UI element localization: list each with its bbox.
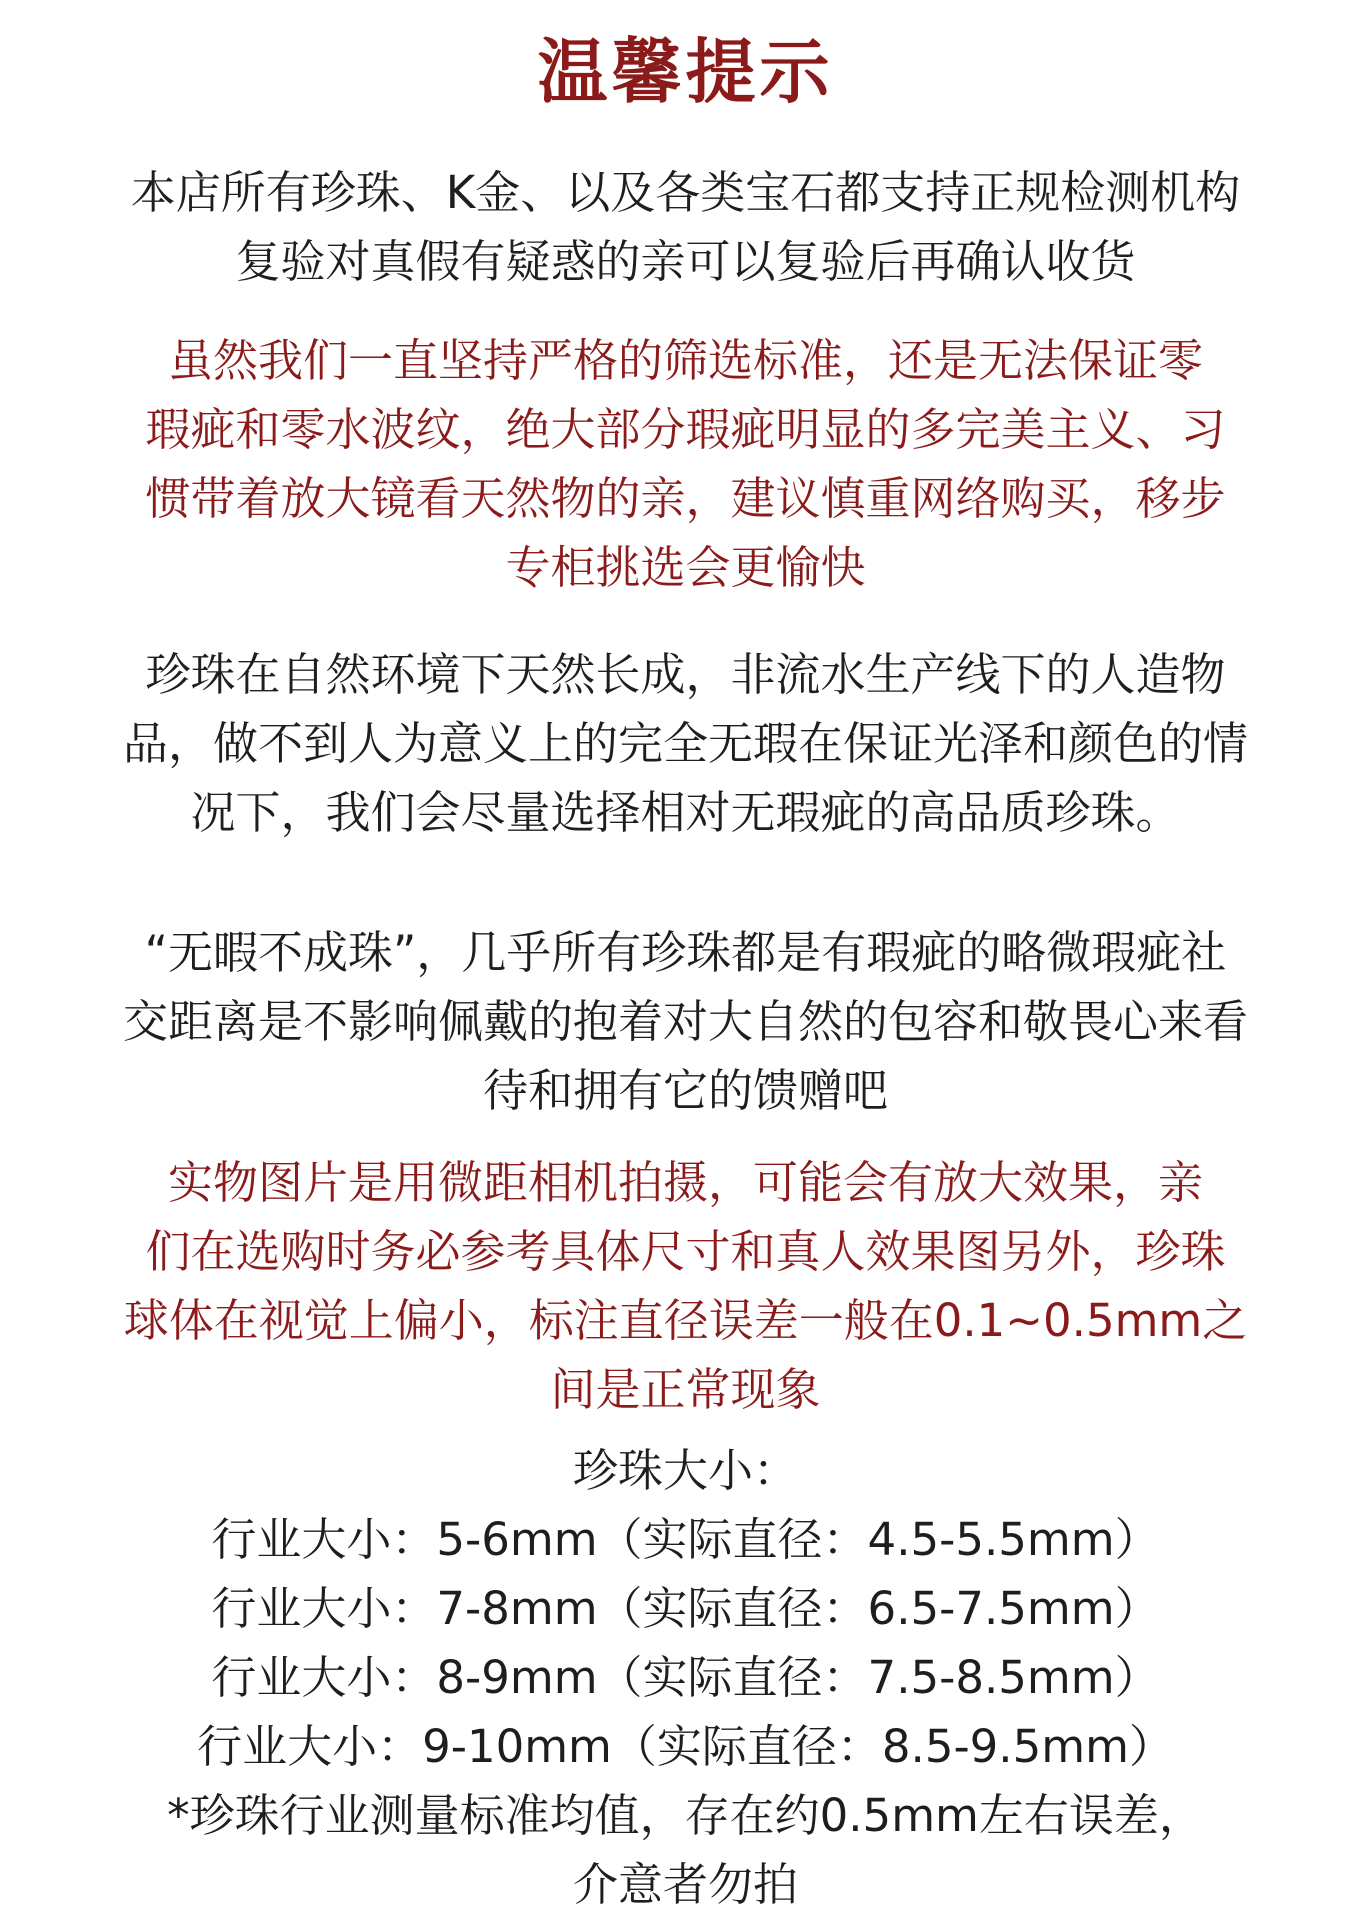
paragraph-line: 复验对真假有疑惑的亲可以复验后再确认收货	[235, 235, 1136, 288]
paragraph-line: 品，做不到人为意义上的完全无瑕在保证光泽和颜色的情	[122, 717, 1248, 770]
size-footnote: *珍珠行业测量标准均值，存在约0.5mm左右误差，	[167, 1789, 1204, 1842]
paragraph-line: 况下，我们会尽量选择相对无瑕疵的高品质珍珠。	[190, 786, 1181, 839]
paragraph-line: 间是正常现象	[550, 1363, 821, 1416]
paragraph-line: 实物图片是用微距相机拍摄，可能会有放大效果，亲	[167, 1156, 1203, 1209]
paragraph-line: 专柜挑选会更愉快	[505, 541, 866, 594]
paragraph-pearl-sizes	[40, 1436, 1331, 1919]
size-footnote: 介意者勿拍	[572, 1858, 798, 1911]
size-row: 行业大小：9-10mm（实际直径：8.5-9.5mm）	[197, 1720, 1174, 1773]
paragraph-line: 本店所有珍珠、K金、以及各类宝石都支持正规检测机构	[130, 166, 1241, 219]
paragraph-line: 球体在视觉上偏小，标注直径误差一般在0.1~0.5mm之	[123, 1294, 1248, 1347]
paragraph-line: 惯带着放大镜看天然物的亲，建议慎重网络购买，移步	[145, 472, 1226, 525]
paragraph-no-flawless	[40, 918, 1331, 1125]
paragraph-line: 们在选购时务必参考具体尺寸和真人效果图另外，珍珠	[145, 1225, 1226, 1278]
paragraph-line: “无暇不成珠”，几乎所有珍珠都是有瑕疵的略微瑕疵社	[144, 926, 1227, 979]
paragraph-line: 待和拥有它的馈赠吧	[482, 1064, 888, 1117]
size-row: 行业大小：8-9mm（实际直径：7.5-8.5mm）	[211, 1651, 1160, 1704]
paragraph-line: 珍珠在自然环境下天然长成，非流水生产线下的人造物	[145, 648, 1226, 701]
paragraph-line: 虽然我们一直坚持严格的筛选标准，还是无法保证零	[167, 334, 1203, 387]
paragraph-line: 交距离是不影响佩戴的抱着对大自然的包容和敬畏心来看	[122, 995, 1248, 1048]
page-title: 温馨提示	[537, 31, 834, 113]
size-row: 行业大小：7-8mm（实际直径：6.5-7.5mm）	[211, 1582, 1160, 1635]
paragraph-inspection	[40, 158, 1331, 296]
paragraph-natural-pearl	[40, 640, 1331, 847]
paragraph-photo-notice	[40, 1148, 1331, 1424]
size-row: 行业大小：5-6mm（实际直径：4.5-5.5mm）	[211, 1513, 1160, 1566]
paragraph-line: 瑕疵和零水波纹，绝大部分瑕疵明显的多完美主义、习	[145, 403, 1226, 456]
paragraph-flaw-warning	[40, 326, 1331, 602]
size-heading: 珍珠大小：	[572, 1444, 798, 1497]
